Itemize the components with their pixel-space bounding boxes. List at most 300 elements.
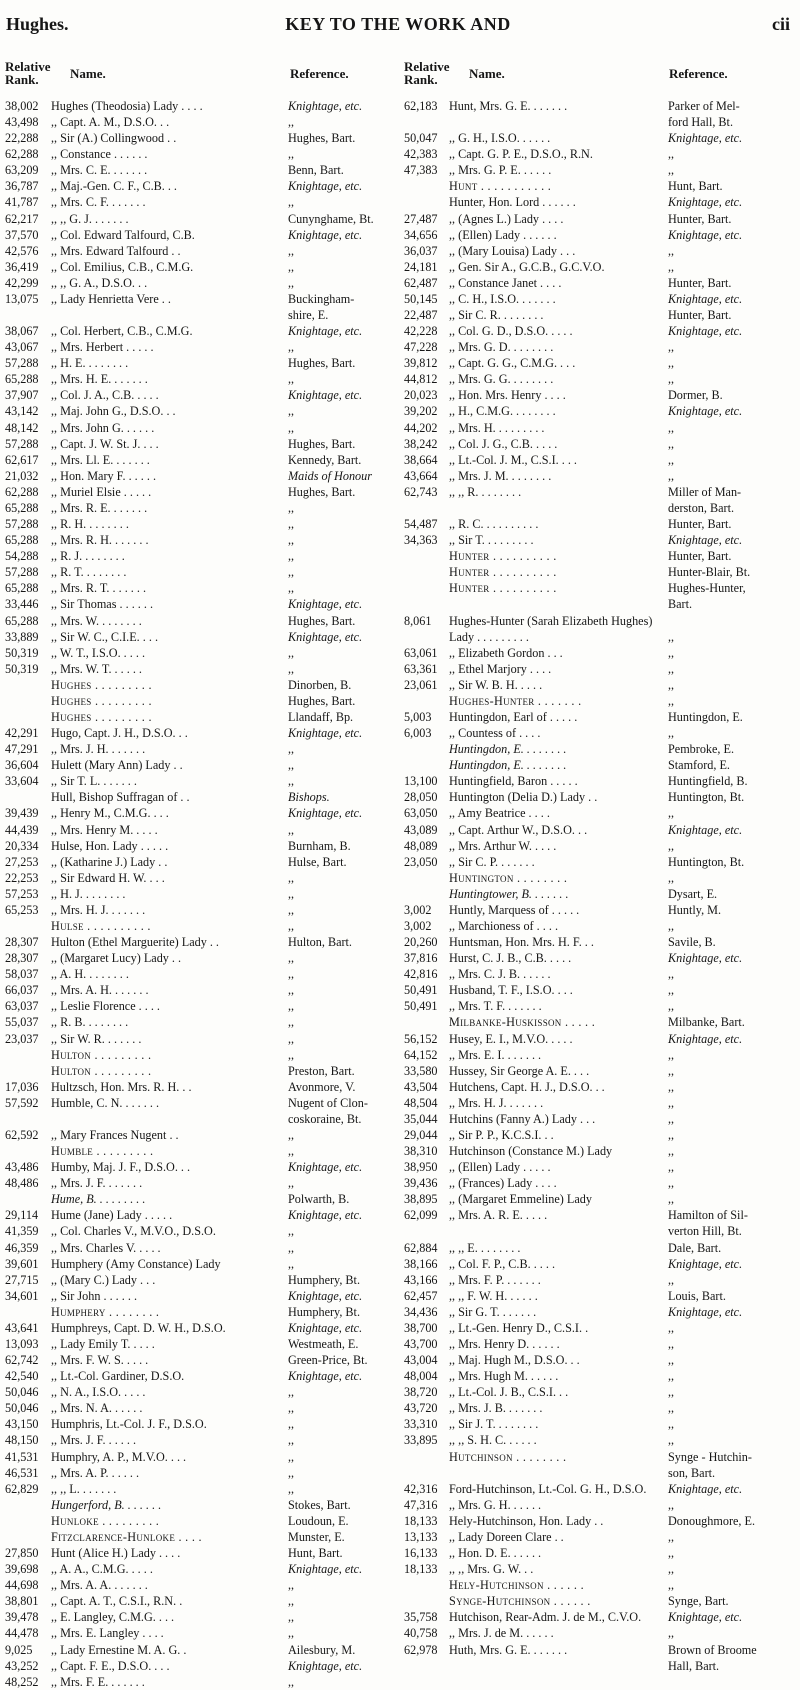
table-row [5,677,395,693]
relative-rank: 50,319 [5,645,39,660]
entry-name: Humphry, A. P., M.V.O. . . . [51,1449,187,1464]
entry-reference: Donoughmore, E. [668,1513,755,1528]
relative-rank: 62,217 [5,211,39,226]
entry-name: ,, Ethel Marjory . . . . [449,661,552,676]
table-row [5,580,395,596]
relative-rank: 44,812 [404,372,438,387]
entry-reference: Knightage, etc. [288,1208,363,1223]
table-row [5,1513,395,1529]
relative-rank: 6,003 [404,726,432,741]
entry-reference: ,, [288,500,295,515]
table-row [404,1465,794,1481]
entry-reference: ,, [288,517,295,532]
relative-rank: 42,228 [404,324,438,339]
table-row [5,950,395,966]
entry-reference: Humphery, Bt. [288,1272,360,1287]
relative-rank: 33,604 [5,774,39,789]
table-row [404,1400,794,1416]
relative-rank: 48,004 [404,1369,438,1384]
relative-rank: 57,288 [5,517,39,532]
table-row [5,693,395,709]
relative-rank: 41,531 [5,1449,39,1464]
entry-name: ,, Col. Emilius, C.B., C.M.G. [51,259,194,274]
entry-reference: ,, [668,1337,675,1352]
entry-reference: ,, [668,1144,675,1159]
entry-reference: Hunter, Bart. [668,211,732,226]
table-row [404,1256,794,1272]
table-row [404,950,794,966]
relative-rank: 43,252 [5,1658,39,1673]
relative-rank: 36,787 [5,179,39,194]
entry-name: Hunter . . . . . . . . . . [449,549,557,564]
rank-heading [404,60,449,86]
entry-name: ,, Maj. John G., D.S.O. . . [51,404,176,419]
entry-reference: ,, [288,420,295,435]
entry-reference: ,, [668,726,675,741]
entry-reference: ,, [668,1176,675,1191]
entry-name: ,, Sir W. B. H. . . . . [449,677,543,692]
entry-reference: ,, [288,195,295,210]
entry-reference: Knightage, etc. [668,1031,743,1046]
entry-reference: ,, [668,1160,675,1175]
table-row [5,805,395,821]
entry-reference: Hunter-Blair, Bt. [668,565,751,580]
table-row [5,1481,395,1497]
table-row [404,1079,794,1095]
relative-rank: 46,531 [5,1465,39,1480]
entry-name: Hughes . . . . . . . . . [51,709,152,724]
entry-name: ,, Lady Ernestine M. A. G. . [51,1642,187,1657]
entry-name: Hurst, C. J. B., C.B. . . . . [449,951,572,966]
right-column [404,58,794,1673]
table-row [5,1674,395,1690]
entry-reference: ,, [668,1063,675,1078]
entry-name: Huntingdon, E. . . . . . . . [449,758,567,773]
entry-reference: Stokes, Bart. [288,1497,351,1512]
entry-name: Hutchinson . . . . . . . . [449,1449,567,1464]
table-row [404,146,794,162]
relative-rank: 48,252 [5,1674,39,1689]
relative-rank: 48,089 [404,838,438,853]
table-row [5,243,395,259]
entry-reference: ,, [288,1401,295,1416]
table-row [404,98,794,114]
entry-reference: Huntington, Bt. [668,854,745,869]
table-row [5,1031,395,1047]
relative-rank: 27,253 [5,854,39,869]
relative-rank: 23,037 [5,1031,39,1046]
entry-name: ,, Marchioness of . . . . [449,918,558,933]
relative-rank: 17,036 [5,1079,39,1094]
table-row [5,371,395,387]
entry-name: ,, Mrs. Edward Talfourd . . [51,243,181,258]
table-row [404,1384,794,1400]
table-row [404,275,794,291]
entry-name: Fitzclarence-Hunloke . . . . [51,1529,202,1544]
table-row [5,1320,395,1336]
entry-reference: Hunter, Bart. [668,517,732,532]
table-row [5,355,395,371]
entry-name: ,, Sir Thomas . . . . . . [51,597,154,612]
relative-rank: 39,202 [404,404,438,419]
entry-name: Hely-Hutchinson . . . . . . [449,1578,584,1593]
table-row [404,1561,794,1577]
entry-name: ,, Lt.-Gen. Henry D., C.S.I. . [449,1320,589,1335]
entry-name: ,, Mrs. H. E. . . . . . . [51,372,148,387]
reference-heading: Reference. [290,66,349,81]
rank-heading-text: Relative Rank. [404,59,450,87]
entry-name: ,, H. E. . . . . . . . [51,356,129,371]
entry-reference: ,, [288,549,295,564]
relative-rank: 47,383 [404,163,438,178]
entry-reference: ,, [668,1111,675,1126]
table-row [404,1175,794,1191]
table-row [5,596,395,612]
relative-rank: 34,656 [404,227,438,242]
rank-heading [5,60,50,86]
entry-reference: ,, [668,1320,675,1335]
entry-reference: ,, [288,661,295,676]
table-row [5,532,395,548]
table-row [5,918,395,934]
relative-rank: 38,002 [5,99,39,113]
entry-name: ,, (Frances) Lady . . . . [449,1176,557,1191]
relative-rank: 38,664 [404,452,438,467]
relative-rank: 37,907 [5,388,39,403]
entry-name: ,, Countess of . . . . [449,726,541,741]
entry-reference: Knightage, etc. [288,179,363,194]
entry-reference: ,, [288,1240,295,1255]
entry-name: ,, Mrs. C. E. . . . . . . [51,163,148,178]
entry-name: Hughes . . . . . . . . . [51,677,152,692]
entry-name: Hunter . . . . . . . . . . [449,565,557,580]
relative-rank: 65,288 [5,533,39,548]
table-row [404,259,794,275]
entry-reference: Knightage, etc. [668,324,743,339]
entry-reference: Hulton, Bart. [288,935,352,950]
table-row [5,1545,395,1561]
reference-heading: Reference. [669,66,728,81]
table-row [5,564,395,580]
entry-name: ,, Mrs. A. P. . . . . . [51,1465,140,1480]
entry-name: Hutchins (Fanny A.) Lady . . . [449,1111,596,1126]
relative-rank: 43,067 [5,340,39,355]
entry-name: ,, (Ellen) Lady . . . . . . [449,227,557,242]
table-row [5,1191,395,1207]
entry-name: ,, (Mary C.) Lady . . . [51,1272,156,1287]
relative-rank: 21,032 [5,468,39,483]
table-row [5,902,395,918]
entry-reference: Knightage, etc. [668,131,743,146]
entry-reference: Hunter, Bart. [668,549,732,564]
entry-reference: Huntington, Bt. [668,790,745,805]
entry-name: Husey, E. I., M.V.O. . . . . [449,1031,573,1046]
entry-name: ,, Col. G. D., D.S.O. . . . . [449,324,573,339]
relative-rank: 48,150 [5,1433,39,1448]
entry-name: ,, ,, Mrs. G. W. . . [449,1562,534,1577]
entry-reference: Hamilton of Sil- [668,1208,748,1223]
entry-reference: Hulse, Bart. [288,854,347,869]
relative-rank: 41,787 [5,195,39,210]
entry-reference: ,, [288,1610,295,1625]
entry-reference: Munster, E. [288,1529,345,1544]
entry-name: Husband, T. F., I.S.O. . . . [449,983,573,998]
running-head-left: Hughes. [6,14,69,34]
relative-rank: 23,050 [404,854,438,869]
relative-rank: 16,133 [404,1546,438,1561]
relative-rank: 44,202 [404,420,438,435]
entry-reference: ,, [288,1256,295,1271]
relative-rank: 65,288 [5,581,39,596]
entry-reference: ,, [288,1626,295,1641]
entry-name: ,, Mrs. A. H. . . . . . . [51,983,149,998]
entry-name: ,, Mrs. Arthur W. . . . . [449,838,557,853]
entry-reference: ,, [668,243,675,258]
left-column [5,58,395,1689]
entry-reference: Brown of Broome [668,1642,757,1657]
entry-reference: Bishops. [288,790,330,805]
relative-rank: 44,698 [5,1578,39,1593]
entry-name: Huntington . . . . . . . . [449,870,568,885]
entry-name: ,, Capt. Arthur W., D.S.O. . . [449,822,588,837]
entry-reference: Humphery, Bt. [288,1304,360,1319]
relative-rank: 62,457 [404,1288,438,1303]
entry-reference: ,, [668,163,675,178]
table-row [404,838,794,854]
relative-rank: 18,133 [404,1513,438,1528]
entry-name: Hutchinson (Constance M.) Lady [449,1144,613,1159]
entry-reference: Buckingham- [288,291,355,306]
entry-name: ,, Mrs. R. T. . . . . . . [51,581,147,596]
entry-name: ,, ,, F. W. H. . . . . . [449,1288,538,1303]
entry-reference: ,, [288,259,295,274]
entry-reference: ford Hall, Bt. [668,115,733,130]
relative-rank: 34,436 [404,1304,438,1319]
relative-rank: 39,601 [5,1256,39,1271]
relative-rank: 62,592 [5,1128,39,1142]
entry-name: ,, Mrs. J. F. . . . . . [51,1433,137,1448]
table-row [404,323,794,339]
entry-reference: ,, [668,372,675,387]
entry-reference: Knightage, etc. [668,404,743,419]
table-row [404,725,794,741]
entry-name: ,, Col. Charles V., M.V.O., D.S.O. [51,1224,216,1239]
entry-name: Hulse . . . . . . . . . . [51,918,151,933]
entry-name: Huntingtower, B. . . . . . . [449,886,569,901]
relative-rank: 57,253 [5,886,39,901]
table-row [5,1207,395,1223]
table-row [404,1545,794,1561]
relative-rank: 63,061 [404,645,438,660]
entry-name: ,, Leslie Florence . . . . [51,999,160,1014]
entry-reference: Savile, B. [668,935,716,950]
entry-reference: ,, [668,1047,675,1062]
entry-name: ,, (Margaret Emmeline) Lady [449,1192,592,1207]
relative-rank: 47,316 [404,1497,438,1512]
table-row [5,709,395,725]
entry-reference: Green-Price, Bt. [288,1353,368,1368]
entry-name: ,, Sir W. R. . . . . . . [51,1031,142,1046]
entry-reference: ,, [288,1578,295,1593]
entry-name: ,, Mrs. N. A. . . . . . [51,1401,143,1416]
table-row [5,516,395,532]
entry-name: ,, Mrs. J. M. . . . . . . . [449,468,552,483]
table-row [5,1625,395,1641]
entry-reference: ,, [668,1546,675,1561]
entry-name: Hughes-Hunter (Sarah Elizabeth Hughes) [449,613,653,628]
entry-reference: ,, [288,645,295,660]
entry-name: ,, Mrs. J. B. . . . . . . [449,1401,543,1416]
entry-name: ,, R. B. . . . . . . . [51,1015,129,1030]
entry-reference: Miller of Man- [668,484,742,499]
entry-reference: ,, [668,1095,675,1110]
entry-name: ,, N. A., I.S.O. . . . . [51,1385,146,1400]
table-row [5,773,395,789]
table-row [404,500,794,516]
entry-name: ,, R. J. . . . . . . . [51,549,125,564]
relative-rank: 57,288 [5,436,39,451]
table-row [404,1642,794,1658]
entry-name: ,, (Mary Louisa) Lady . . . [449,243,576,258]
entry-name: Hunter . . . . . . . . . . [449,581,557,596]
entry-name: Humphreys, Capt. D. W. H., D.S.O. [51,1320,226,1335]
entry-name: ,, Mrs. G. D. . . . . . . . [449,340,554,355]
table-row [5,1014,395,1030]
entry-reference: ,, [668,1192,675,1207]
entry-name: Hunt (Alice H.) Lady . . . . [51,1546,181,1561]
relative-rank: 41,359 [5,1224,39,1239]
entry-reference: ,, [288,340,295,355]
entry-reference: ,, [288,999,295,1014]
relative-rank: 42,383 [404,147,438,162]
entry-name: ,, Mrs. W. . . . . . . . [51,613,142,628]
relative-rank: 48,486 [5,1176,39,1191]
entry-reference: ,, [288,1594,295,1609]
relative-rank: 58,037 [5,967,39,982]
relative-rank: 43,664 [404,468,438,483]
entry-reference: ,, [668,999,675,1014]
entry-name: Hunter, Hon. Lord . . . . . . [449,195,576,210]
table-row [404,998,794,1014]
entry-name: ,, Mrs. J. F. . . . . . . [51,1176,143,1191]
relative-rank: 50,491 [404,983,438,998]
table-row [5,886,395,902]
entry-name: ,, Muriel Elsie . . . . . [51,484,152,499]
table-row [5,725,395,741]
entry-reference: Hall, Bart. [668,1658,720,1673]
entry-name: ,, Mrs. J. H. . . . . . . [51,742,146,757]
relative-rank: 33,580 [404,1063,438,1078]
entry-name: ,, ,, S. H. C. . . . . . [449,1433,537,1448]
relative-rank: 62,487 [404,275,438,290]
relative-rank: 28,307 [5,951,39,966]
entry-reference: ,, [288,758,295,773]
table-row [5,789,395,805]
relative-rank: 47,291 [5,742,39,757]
entry-reference: Hughes, Bart. [288,693,356,708]
table-row [5,1223,395,1239]
entry-reference: Hunt, Bart. [288,1546,343,1561]
entry-name: ,, Mrs. E. Langley . . . . [51,1626,164,1641]
relative-rank: 42,576 [5,243,39,258]
entry-reference: Dale, Bart. [668,1240,722,1255]
table-row [404,1609,794,1625]
relative-rank: 42,540 [5,1369,39,1384]
relative-rank: 35,758 [404,1610,438,1625]
table-row [5,403,395,419]
relative-rank: 62,099 [404,1208,438,1223]
entry-name: Huntsman, Hon. Mrs. H. F. . . [449,935,594,950]
table-row [404,387,794,403]
entry-reference: Parker of Mel- [668,99,740,113]
entry-reference: ,, [668,967,675,982]
entry-reference: derston, Bart. [668,500,735,515]
table-row [404,1111,794,1127]
relative-rank: 63,361 [404,661,438,676]
entry-name: Hughes-Hunter . . . . . . . [449,693,582,708]
entry-reference: Dysart, E. [668,886,718,901]
table-row [5,741,395,757]
table-row [404,1240,794,1256]
relative-rank: 37,570 [5,227,39,242]
relative-rank: 22,288 [5,131,39,146]
entry-reference: Knightage, etc. [288,629,363,644]
entry-reference: ,, [288,886,295,901]
table-row [404,1513,794,1529]
entry-reference: son, Bart. [668,1465,716,1480]
entry-reference: Huntingdon, E. [668,709,743,724]
entry-name: ,, Mrs. R. E. . . . . . . [51,500,148,515]
entry-name: Synge-Hutchinson . . . . . . [449,1594,591,1609]
relative-rank: 28,307 [5,935,39,950]
entry-reference: ,, [668,1369,675,1384]
entry-name: ,, Lady Emily T. . . . . [51,1337,155,1352]
entry-reference: ,, [668,452,675,467]
entry-reference: ,, [288,1144,295,1159]
table-row [404,1304,794,1320]
table-row [404,854,794,870]
entry-reference: ,, [288,1465,295,1480]
relative-rank: 62,743 [404,484,438,499]
relative-rank: 20,260 [404,935,438,950]
entry-name: ,, Mrs. H. J. . . . . . . [449,1095,544,1110]
entry-name: ,, R. T. . . . . . . . [51,565,127,580]
entry-name: Huntly, Marquess of . . . . . [449,902,580,917]
relative-rank: 43,486 [5,1160,39,1175]
relative-rank: 65,288 [5,613,39,628]
table-row [5,1047,395,1063]
entry-name: Hulett (Mary Ann) Lady . . [51,758,183,773]
entry-name: ,, E. Langley, C.M.G. . . . [51,1610,175,1625]
table-row [404,1063,794,1079]
relative-rank: 50,046 [5,1401,39,1416]
entry-name: ,, H. J. . . . . . . . [51,886,126,901]
entry-reference: ,, [668,356,675,371]
entry-reference: Knightage, etc. [668,1304,743,1319]
entry-reference: ,, [668,1497,675,1512]
name-heading: Name. [469,66,505,81]
entry-reference: Loudoun, E. [288,1513,349,1528]
table-row [5,114,395,130]
entry-name: ,, H., C.M.G. . . . . . . . [449,404,556,419]
entry-list [404,98,794,1674]
relative-rank: 39,478 [5,1610,39,1625]
running-head-title: KEY TO THE WORK AND [285,14,511,34]
entry-reference: ,, [288,983,295,998]
entry-name: ,, Mrs. R. H. . . . . . . [51,533,149,548]
table-row [404,339,794,355]
entry-reference: ,, [288,1047,295,1062]
